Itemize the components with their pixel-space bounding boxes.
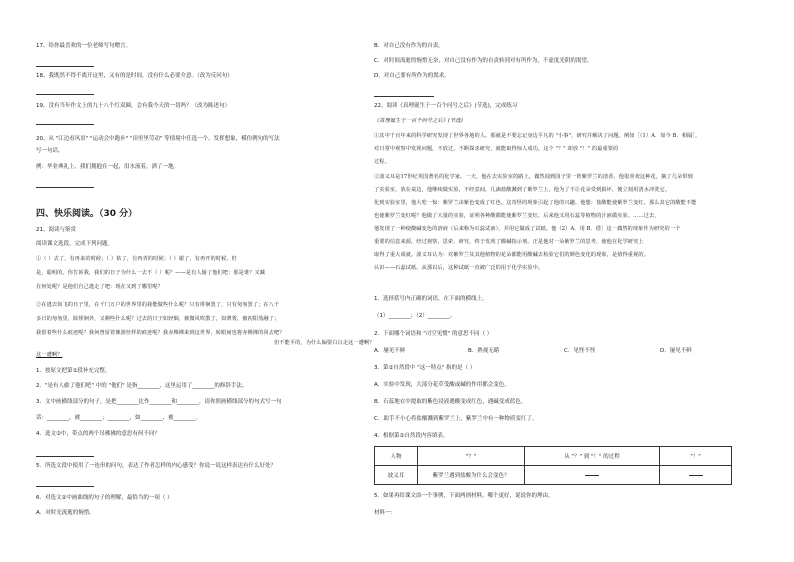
question-3: 3．第②自然段中 "这一特点" 指的是（ ）	[374, 365, 476, 371]
right-column	[374, 0, 736, 562]
question-4: 4．根据第②自然段内容填表。	[374, 433, 449, 439]
passage-line: 取得了重大成就。波义耳认为：对紫罗兰及其他植物的花朵都能用酸碱去检验它们的颜色变化的现象，是值得重视的。	[374, 252, 649, 258]
answer-line[interactable]	[374, 96, 434, 97]
question-5: 5．如果再给课文添一个事例，下面两则材料，哪个更好，说说你的理由。	[374, 493, 554, 499]
question-18: 18、我既然不得不离开这里，又有的是时间，没有什么必要介意。（改为反问句）	[36, 73, 233, 79]
table-cell: 人物	[375, 447, 418, 466]
question-20: 20、从 "江边看风景" "运动会中跑步" "田里里劳动" 等情境中任选一个，发挥想象，模仿例句的写法	[36, 136, 280, 142]
option-c[interactable]: C．见怪不怪	[564, 348, 596, 354]
question-2-options	[374, 348, 734, 355]
item-22-title: 22、阅读《真理诞生于一百个问号之后》(节选)，完成练习	[374, 103, 518, 109]
passage-line: 也使紫罗兰变红呢？他做了大量的实验，证明各种酸都能使紫罗兰变红。后来他又用石蕊等植物的汁液做实验。……过去，	[374, 213, 660, 219]
answer-line[interactable]	[36, 486, 94, 487]
passage-line: 了实验室，放在桌边，他继续做实验，不经意间，几滴盐酸溅到了紫罗兰上。他为了不让花朵受到损坏，便立刻用清水冲洗它。	[374, 187, 671, 193]
question-3-cont: 话：________，被________；________，如________，被________。	[36, 415, 202, 421]
item-21-title: 21、阅读与鉴赏	[36, 227, 76, 233]
option-b[interactable]: B．熟视无睹	[468, 348, 500, 354]
question-17: 17、给你最喜欢的一位老师写句赠言。	[36, 43, 131, 49]
answer-line[interactable]	[36, 187, 94, 188]
table-header-row	[375, 447, 732, 466]
question-19: 19、没有当年作文上的九十八个红双圈，会有我今天的一切吗？（改为陈述句）	[36, 103, 231, 109]
table-cell: 波义耳	[375, 466, 418, 485]
example-sentence: 例：毕业典礼上，我们拥抱在一起，泪水流着，洒了一地。	[36, 164, 180, 170]
table-row	[375, 466, 732, 485]
table-cell: 从 "？" 到 "！" 的过程	[525, 447, 660, 466]
passage-line: ②波义耳是17世纪英国著名的化学家。一天，他在去实验室的路上，偶然闻到园子里一阵紫罗兰的清香，他很喜欢这种花，摘了几朵带到	[374, 174, 693, 180]
passage-line: 对日常中观察中发现问题，不放过，不断探求研究，就能取得惊人成功。这个 "？" 却放 "！" 的最重要的	[374, 146, 619, 152]
table-cell: "？"	[418, 447, 525, 466]
question-2: 2．"是有人偷了他们吧" 中的 "他们" 是指________，这里运用了________的修辞手法。	[36, 383, 248, 389]
answer-line[interactable]	[36, 456, 94, 457]
question-4: 4．选文②中，带点的两个吊佛佛的意思有何不同？	[36, 431, 160, 437]
passage-line: ①（ ）去了，有再来的时候；（ ）枯了，有再青的时候；（ ）谢了，有再开的时候。但	[36, 256, 237, 262]
question-6: 6．对选文②中画曲线的句子的理解，最恰当的一项（ ）	[36, 495, 173, 501]
passage-line: 过程。	[374, 159, 390, 165]
question-1: 1．按原文把第①段补充完整。	[36, 368, 111, 374]
passage-line: 重要的信息来源，经过观察、思索、研究，终于发现了酸碱指示剂。正是他对一朵紫罗兰的思考，使他在化学研究上	[374, 239, 644, 245]
option-b: B．对自己没有作为的自责。	[374, 43, 444, 49]
option-b: B．石蕊地衣中提取的紫色浸液遇酸变成红色，遇碱变成蓝色。	[374, 399, 527, 405]
passage-line: 在何处呢？是他们自己逃走了吧：现在又到了哪里呢？	[36, 284, 163, 290]
answer-line[interactable]	[36, 124, 94, 125]
question-20-cont: 写一句话。	[36, 148, 64, 154]
passage-line: 我留着些什么痕迹呢？我何曾留着像游丝样的痕迹呢？我赤裸裸来到这世界，转眼间也将赤裸裸的回去吧？	[36, 330, 285, 336]
blanks-1-2: （1）________；（2）________。	[374, 313, 456, 319]
passage-line: 认识——石蕊试纸。从那以后，这种试纸一直被广泛的用于化学实验中。	[374, 265, 544, 271]
answer-line[interactable]	[36, 94, 94, 95]
table-cell: 紫罗兰遇到盐酸为什么会变色？	[418, 466, 525, 485]
passage-line: ①其中千百年来的科学研究发现了世界各地的人。那就是不要忘记身边平凡的 "小事"，研究并解决了问题。例如［（1）A．如今 B．相隔］，	[374, 133, 701, 139]
section-title: 四、快乐阅读。（30 分）	[36, 209, 138, 219]
option-d: D．对自己要有所作为的渴求。	[374, 73, 450, 79]
passage-line: 他发现了一种使酸碱变色的溶液（后来称为石蕊试液），并用它做成了试纸。他（2）A．用 B．借］这一偶然的现象作为研究的一个	[374, 226, 681, 232]
option-a: A．实验中发现，大部分花草受酸或碱的作用都会变色。	[374, 382, 510, 388]
fill-table	[374, 446, 732, 485]
passage-line: 化到实验室里，他大吃一惊：紫罗兰由紫色变成了红色。这奇怪的现象引起了他的兴趣。他想：盐酸能使紫罗兰变红，那么其它的酸能不能	[374, 200, 697, 206]
passage-last-line: 这一遭啊？	[36, 352, 63, 358]
table-cell: "！"	[660, 447, 732, 466]
passage-subtitle: 《真理诞生于一百个问号之后》(节选)	[374, 118, 463, 124]
answer-line[interactable]	[36, 66, 94, 67]
option-a[interactable]: A．屡见不鲜	[374, 348, 406, 354]
passage-line: 但不能平的，为什么偏要白白走这一遭啊？	[274, 340, 375, 346]
instruction: 阅读课文选段，完成下列问题。	[36, 241, 114, 247]
option-c: C．对时间流逝的惋惜无奈，对自己没有作为的自责转到对有所作为，不虚度光阴的渴望。	[374, 58, 593, 64]
passage-line: 多日的匆匆里，除徘徊外，又剩些什么呢？过去的日子如轻烟，被微风吹散了，如薄雾，被初阳蒸融了；	[36, 316, 280, 322]
left-column	[36, 0, 378, 562]
passage-line: 是，聪明的，你告诉我，我们的日子为什么一去不（ ）呢？——是有人偷了他们吧：那是谁？又藏	[36, 270, 266, 276]
option-a: A．对时光流逝的惋惜。	[36, 510, 95, 516]
option-c: C．助手不小心将盐酸溅到紫罗兰上，紫罗兰中有一种物质变红了。	[374, 416, 538, 422]
question-2: 2．下面哪个词语和 "司空见惯" 的意思不同（ ）	[374, 331, 493, 337]
material-label: 材料一：	[374, 510, 397, 516]
option-d[interactable]: D．屡见不鲜	[660, 348, 692, 354]
passage-line: ②在逃去如飞的日子里，在千门万户的世界里的我能做些什么呢？只有徘徊罢了，只有匆匆罢了；在八千	[36, 302, 280, 308]
table-cell-blank[interactable]	[660, 466, 732, 485]
question-3: 3．文中画横线部分的句子，是把________比作________和________，请你照画横线部分的句式写一句	[36, 399, 282, 405]
question-1: 1．选择括号内正确的词语，在下面的横线上。	[374, 296, 488, 302]
question-5: 5．所选文段中使用了一连串的问句，表达了作者怎样的内心感受？你说一说这样表达有什么好处？	[36, 463, 277, 469]
table-cell-blank[interactable]	[525, 466, 660, 485]
